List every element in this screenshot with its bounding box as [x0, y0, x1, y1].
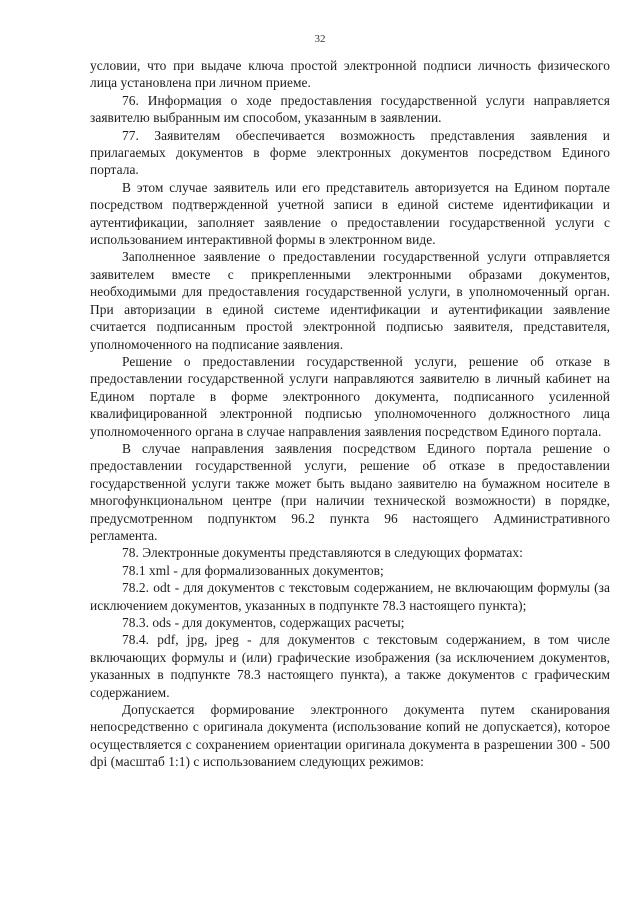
paragraph-78-3: 78.3. ods - для документов, содержащих расчеты; [122, 615, 405, 630]
paragraph-77: 77. Заявителям обеспечивается возможность представления заявления и прилагаемых документов в форме электронных документов посредством Единого портала. [90, 127, 610, 178]
page-number: 32 [314, 33, 326, 45]
paragraph-continuation: условии, что при выдаче ключа простой электронной подписи личность физического лица установлена при личном приеме. [90, 58, 610, 91]
paragraph-77-paper-copy: В случае направления заявления посредством Единого портала решение о предоставлении государственной услуги, решение об отказе в предоставлении государственной услуги также может быть выдано заявителю на бумажном носителе в многофункциональном центре (при наличии технической возможности) в порядке, предусмотренном подпунктом 96.2 пункта 96 настоящего Административного регламента. [90, 440, 610, 543]
document-body [90, 57, 610, 771]
paragraph-78-1: 78.1 xml - для формализованных документов; [122, 562, 384, 578]
paragraph-78: 78. Электронные документы представляются в следующих форматах: [122, 545, 523, 561]
paragraph-76: 76. Информация о ходе предоставления государственной услуги направляется заявителю выбранным им способом, указанным в заявлении. [90, 92, 610, 126]
paragraph-77-authorization: В этом случае заявитель или его представитель авторизуется на Едином портале посредством подтвержденной учетной записи в единой системе идентификации и аутентификации, заполняет заявление о предоставлении государственной услуги с использованием интерактивной формы в электронном виде. [90, 179, 610, 248]
paragraph-scanning: Допускается формирование электронного документа путем сканирования непосредственно с оригинала документа (использование копий не допускается), которое осуществляется с сохранением ориентации оригинала документа в разрешении 300 - 500 dpi (масштаб 1:1) с использованием следующих режимов: [90, 702, 610, 770]
paragraph-77-decision: Решение о предоставлении государственной услуги, решение об отказе в предоставлении государственной услуги направляются заявителю в личный кабинет на Едином портале в форме электронного документа, подписанного усиленной квалифицированной электронной подписью уполномоченного должностного лица уполномоченного органа в случае направления заявления посредством Единого портала. [90, 353, 610, 439]
paragraph-78-4: 78.4. pdf, jpg, jpeg - для документов с текстовым содержанием, в том числе включающих формулы и (или) графические изображения (за исключением документов, указанных в подпункте 78.3 настоящего пункта), а также документов с графическим содержанием. [90, 632, 610, 700]
paragraph-78-2: 78.2. odt - для документов с текстовым содержанием, не включающим формулы (за исключением документов, указанных в подпункте 78.3 настоящего пункта); [90, 580, 610, 613]
paragraph-77-submission: Заполненное заявление о предоставлении государственной услуги отправляется заявителем вместе с прикрепленными электронными образами документов, необходимыми для предоставления государственной услуги, в уполномоченный орган. При авторизации в единой системе идентификации и аутентификации заявление считается подписанным простой электронной подписью заявителя, представителя, уполномоченного на подписание заявления. [90, 249, 610, 352]
